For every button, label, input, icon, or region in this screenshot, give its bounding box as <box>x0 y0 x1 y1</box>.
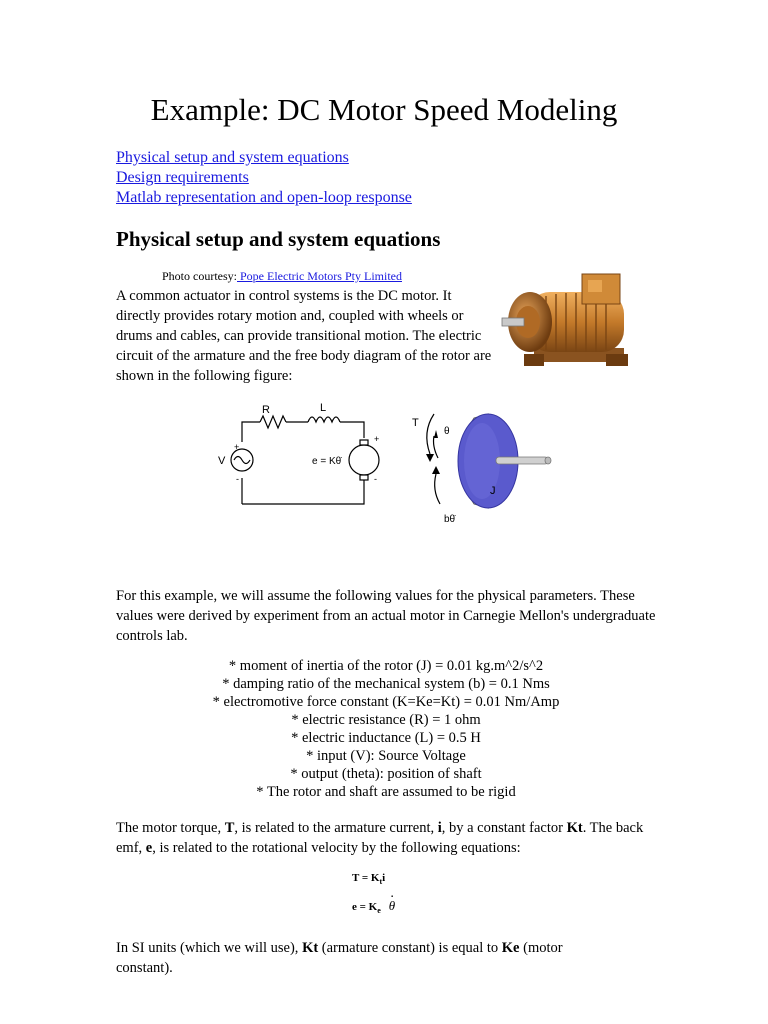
back-emf-label: e = Kθ̇ <box>312 456 342 467</box>
dc-motor-photo <box>498 270 644 372</box>
motor-minus-sign: - <box>374 474 377 484</box>
eq-rhs: i <box>382 872 386 884</box>
text-run: (motor constant). <box>116 940 563 976</box>
emf-equation <box>352 898 395 915</box>
list-item: * moment of inertia of the rotor (J) = 0.01 kg.m^2/s^2 <box>228 658 544 674</box>
intro-paragraph: A common actuator in control systems is the DC motor. It directly provides rotary motion and, coupled with wheels or drums and cables, can provide transitional motion. The electric circuit of the armature and the free body diagram of the rotor are shown in the following figure: <box>116 288 492 384</box>
photo-credit-prefix: Photo courtesy: <box>162 269 237 283</box>
list-item: * output (theta): position of shaft <box>290 766 482 782</box>
voltage-plus-sign: + <box>234 442 240 452</box>
toc-link-matlab-representation[interactable]: Matlab representation and open-loop response <box>116 189 412 206</box>
text-run: (armature constant) is equal to <box>318 940 502 956</box>
voltage-label: V <box>218 455 226 467</box>
photo-credit-link[interactable]: Pope Electric Motors Pty Limited <box>237 269 402 283</box>
toc-link-design-requirements[interactable]: Design requirements <box>116 169 249 186</box>
parameters-intro-paragraph: For this example, we will assume the following values for the physical parameters. These values were derived by experiment from an actual motor in Carnegie Mellon's undergraduate controls lab. <box>116 588 656 644</box>
table-of-contents <box>116 148 412 208</box>
torque-paragraph <box>116 818 656 858</box>
symbol-Kt: Kt <box>566 820 583 836</box>
eq-subscript: e <box>377 906 381 916</box>
text-run: In SI units (which we will use), <box>116 940 303 956</box>
text-run: , is related to the rotational velocity by the following equations: <box>152 840 521 856</box>
section-heading: Physical setup and system equations <box>116 227 441 251</box>
text-run: , by a constant factor <box>441 820 567 836</box>
voltage-minus-sign: - <box>236 474 239 484</box>
inertia-label: J <box>490 485 496 497</box>
symbol-i: i <box>437 820 442 836</box>
list-item: * damping ratio of the mechanical system (b) = 0.1 Nms <box>222 676 550 692</box>
list-item: * electromotive force constant (K=Ke=Kt) = 0.01 Nm/Amp <box>212 694 560 710</box>
theta-dot-symbol: . θ <box>389 898 395 913</box>
symbol-Kt: Kt <box>302 940 319 956</box>
symbol-e: e <box>145 840 153 856</box>
motor-circuit-diagram <box>212 392 572 532</box>
si-units-paragraph <box>116 938 616 978</box>
text-run: . The back emf, <box>116 820 644 856</box>
list-item: * The rotor and shaft are assumed to be rigid <box>256 784 516 800</box>
motor-plus-sign: + <box>374 434 380 444</box>
page-title: Example: DC Motor Speed Modeling <box>150 92 618 127</box>
parameter-list <box>116 657 656 801</box>
list-item: * electric inductance (L) = 0.5 H <box>291 730 481 746</box>
torque-equation <box>352 872 385 886</box>
theta-label: θ <box>444 426 450 437</box>
inductor-label: L <box>320 402 327 414</box>
torque-label: T <box>412 417 419 429</box>
toc-link-physical-setup[interactable]: Physical setup and system equations <box>116 149 349 166</box>
resistor-label: R <box>262 404 270 416</box>
list-item: * electric resistance (R) = 1 ohm <box>291 712 481 728</box>
list-item: * input (V): Source Voltage <box>306 748 466 764</box>
text-run: , is related to the armature current, <box>234 820 438 836</box>
eq-subscript: t <box>379 877 383 887</box>
text-run: The motor torque, <box>116 820 225 836</box>
eq-lhs: T = K <box>352 872 380 884</box>
symbol-T: T <box>224 820 235 836</box>
damping-label: bθ̇ <box>444 514 456 525</box>
symbol-Ke: Ke <box>501 940 520 956</box>
photo-credit <box>162 269 402 284</box>
eq-lhs: e = K <box>352 901 378 913</box>
